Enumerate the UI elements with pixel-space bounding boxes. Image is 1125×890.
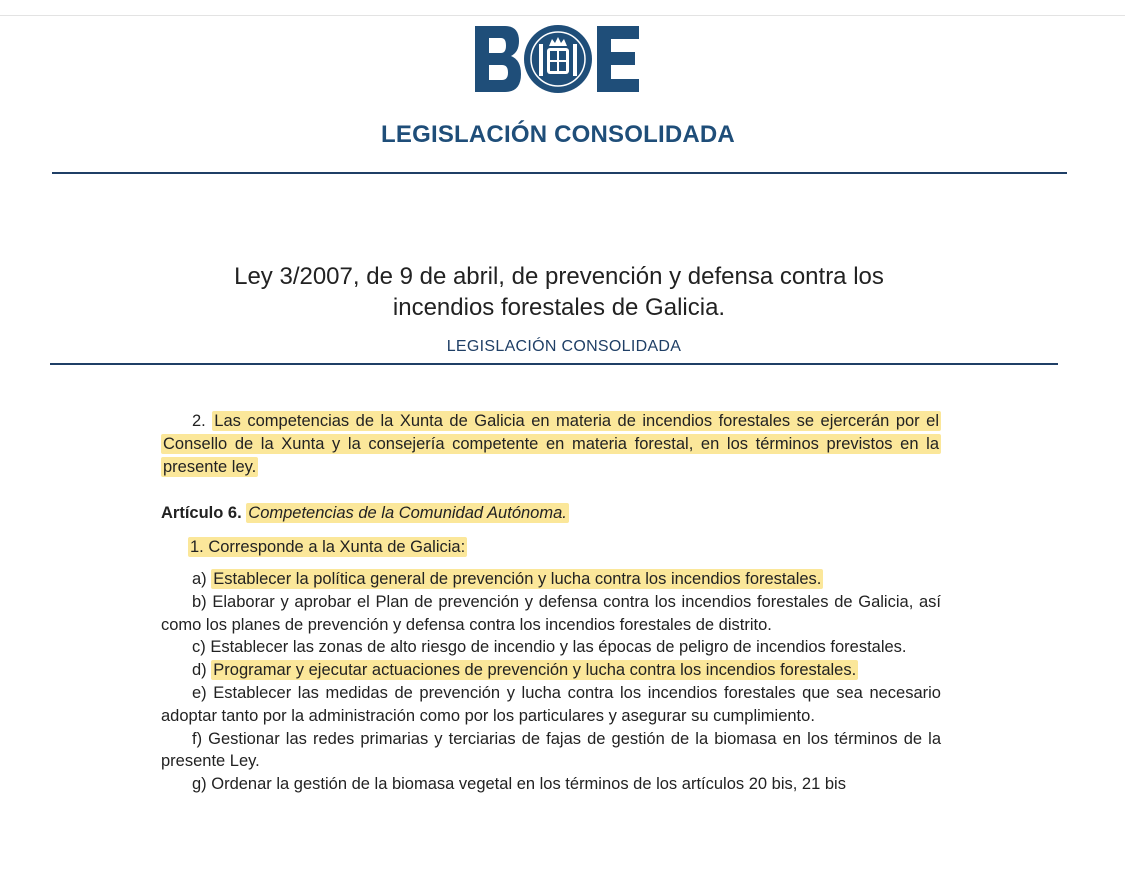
list-item-b: b) Elaborar y aprobar el Plan de prevención y defensa contra los incendios forestales de Galicia, así como los planes de prevención y defensa contra los incendios forestales de distrito. [161, 592, 941, 634]
list-item-f: f) Gestionar las redes primarias y terciarias de fajas de gestión de la biomasa en los términos de la presente Ley. [161, 729, 941, 771]
law-title-line-1: Ley 3/2007, de 9 de abril, de prevención y defensa contra los [234, 263, 884, 290]
list-item-d [161, 659, 941, 682]
paragraph-1 [188, 536, 948, 559]
list-item-g: g) Ordenar la gestión de la biomasa vegetal en los términos de los artículos 20 bis, 21 bis [192, 775, 846, 794]
highlighted-text: Programar y ejecutar actuaciones de prevención y lucha contra los incendios forestales. [213, 661, 857, 680]
page-divider [50, 363, 1058, 365]
article-title: Competencias de la Comunidad Autónoma. [248, 504, 567, 522]
paragraph-number: 2. [192, 412, 206, 430]
header-divider [52, 172, 1067, 174]
item-label: a) [192, 570, 207, 588]
boe-logo [475, 24, 641, 94]
article-label: Artículo 6. [161, 504, 242, 522]
top-border [0, 15, 1125, 16]
list-body [161, 568, 941, 796]
highlighted-text: Establecer la política general de prevención y lucha contra los incendios forestales. [213, 570, 822, 588]
highlighted-text: 1. Corresponde a la Xunta de Galicia: [190, 538, 466, 556]
item-label: d) [192, 661, 207, 680]
highlighted-text: Las competencias de la Xunta de Galicia en materia de incendios forestales se ejercerán por el Consello de la Xunta y la consejería competente en materia forestal, en los términos previstos en la presente ley. [163, 412, 939, 476]
list-item-a [161, 568, 941, 591]
running-header: LEGISLACIÓN CONSOLIDADA [446, 338, 682, 353]
list-item-e: e) Establecer las medidas de prevención y lucha contra los incendios forestales que sea necesario adoptar tanto por la administración como por los particulares y asegurar su cumplimiento. [161, 683, 941, 725]
header-title: LEGISLACIÓN CONSOLIDADA [381, 121, 735, 148]
law-title-line-2: incendios forestales de Galicia. [392, 294, 726, 321]
list-item-c: c) Establecer las zonas de alto riesgo de incendio y las épocas de peligro de incendios forestales. [192, 638, 907, 657]
paragraph-2 [161, 410, 941, 478]
law-title [180, 261, 938, 323]
article-6-heading [161, 502, 941, 525]
